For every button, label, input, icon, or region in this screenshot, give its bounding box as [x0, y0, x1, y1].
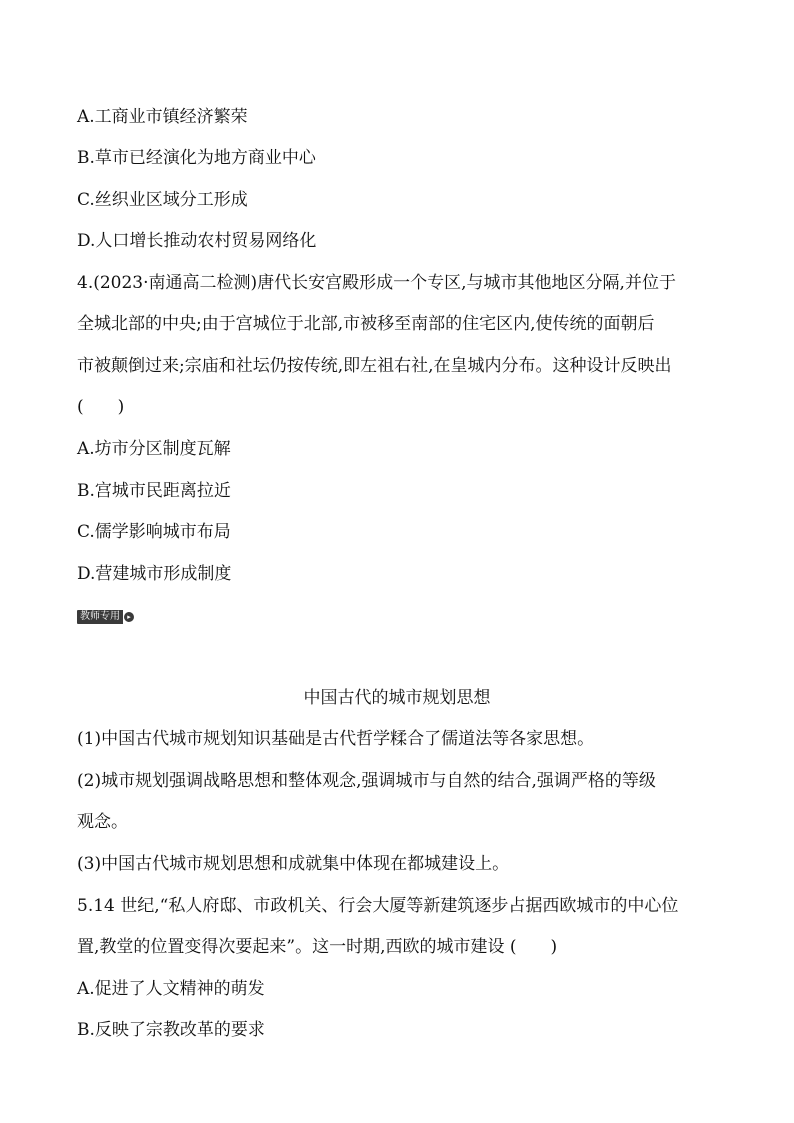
q3-option-b: B.草市已经演化为地方商业中心	[77, 148, 316, 168]
q4-option-b: B.宫城市民距离拉近	[77, 481, 231, 501]
note-title: 中国古代的城市规划思想	[303, 688, 491, 708]
note-line-3: (3)中国古代城市规划思想和成就集中体现在都城建设上。	[77, 854, 510, 874]
q4-stem-line-3: 市被颠倒过来;宗庙和社坛仍按传统,即左祖右社,在皇城内分布。这种设计反映出	[77, 356, 672, 376]
teacher-only-label: 教师专用	[77, 610, 123, 624]
q4-option-d: D.营建城市形成制度	[77, 564, 232, 584]
q4-option-a: A.坊市分区制度瓦解	[77, 439, 231, 459]
q4-stem-line-1: 4.(2023·南通高二检测)唐代长安宫殿形成一个专区,与城市其他地区分隔,并位于	[77, 273, 676, 293]
arrow-right-icon: ▸	[124, 612, 134, 622]
q3-option-c: C.丝织业区域分工形成	[77, 190, 248, 210]
q3-option-d: D.人口增长推动农村贸易网络化	[77, 231, 317, 251]
note-line-2: (2)城市规划强调战略思想和整体观念,强调城市与自然的结合,强调严格的等级	[77, 771, 656, 791]
note-line-2-cont: 观念。	[77, 812, 128, 832]
teacher-only-badge	[77, 610, 134, 624]
q4-answer-blank: ( )	[77, 397, 125, 417]
q3-option-a: A.工商业市镇经济繁荣	[77, 107, 248, 127]
q5-stem-line-1: 5.14 世纪,“私人府邸、市政机关、行会大厦等新建筑逐步占据西欧城市的中心位	[77, 896, 679, 916]
q5-option-a: A.促进了人文精神的萌发	[77, 979, 265, 999]
q5-stem-line-2: 置,教堂的位置变得次要起来”。这一时期,西欧的城市建设 ( )	[77, 937, 558, 957]
q4-option-c: C.儒学影响城市布局	[77, 522, 231, 542]
note-line-1: (1)中国古代城市规划知识基础是古代哲学糅合了儒道法等各家思想。	[77, 729, 595, 749]
q5-option-b: B.反映了宗教改革的要求	[77, 1020, 265, 1040]
q4-stem-line-2: 全城北部的中央;由于宫城位于北部,市被移至南部的住宅区内,使传统的面朝后	[77, 314, 655, 334]
